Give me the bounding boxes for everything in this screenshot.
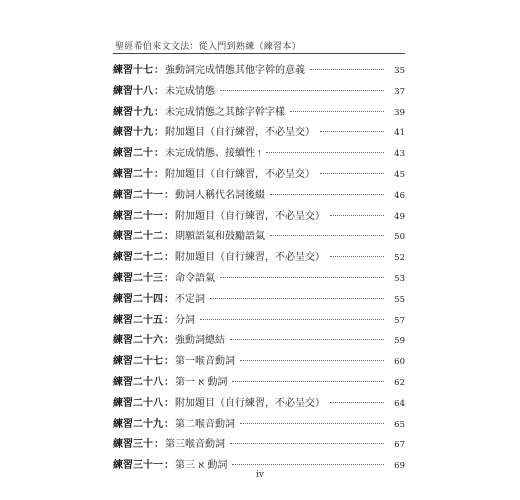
toc-entry[interactable] <box>113 373 405 394</box>
toc-entry-title: 附加題目（自行練習，不必呈交） <box>175 252 325 264</box>
toc-entry-separator: ： <box>154 168 164 180</box>
toc-entry[interactable] <box>113 186 405 207</box>
toc-entry[interactable] <box>113 311 405 332</box>
toc-entry-page: 39 <box>394 107 405 118</box>
toc-entry-title: 附加題目（自行練習，不必呈交） <box>165 168 315 180</box>
toc-entry-separator: ： <box>164 189 174 201</box>
toc-entry-title: 期願語氣和鼓勵語氣 <box>175 231 265 243</box>
dot-leader <box>240 360 384 361</box>
toc-entry-separator: ： <box>164 335 174 347</box>
dot-leader <box>330 256 384 257</box>
toc-entry-separator: ： <box>164 397 174 409</box>
toc-entry-lesson: 練習二十二 <box>113 231 163 243</box>
toc-entry-page: 64 <box>394 398 405 409</box>
toc-entry-lesson: 練習二十三 <box>113 272 163 284</box>
toc-entry-separator: ： <box>154 85 164 97</box>
toc-entry-separator: ： <box>154 148 164 160</box>
toc-entry-separator: ： <box>164 314 174 326</box>
toc-entry-lesson: 練習三十一 <box>113 460 163 472</box>
toc-entry-separator: ： <box>164 272 174 284</box>
dot-leader <box>266 152 384 153</box>
toc-entry-page: 65 <box>394 419 405 430</box>
toc-entry-title: 附加題目（自行練習，不必呈交） <box>175 210 325 222</box>
dot-leader <box>210 298 384 299</box>
toc-entry-page: 37 <box>394 86 405 97</box>
toc-entry-lesson: 練習二十一 <box>113 210 163 222</box>
toc-entry-lesson: 練習三十 <box>113 439 153 451</box>
toc-entry-title: 附加題目（自行練習，不必呈交） <box>165 127 315 139</box>
toc-entry-page: 50 <box>394 232 405 243</box>
toc-entry-lesson: 練習二十五 <box>113 314 163 326</box>
toc-entry-lesson: 練習二十一 <box>113 189 163 201</box>
dot-leader <box>310 69 384 70</box>
toc-entry-lesson: 練習二十 <box>113 168 153 180</box>
toc-entry-page: 69 <box>394 461 405 472</box>
toc-entry-title: 動詞人稱代名詞後綴 <box>175 189 265 201</box>
dot-leader <box>220 277 384 278</box>
toc-entry[interactable] <box>113 331 405 352</box>
toc-entry[interactable] <box>113 227 405 248</box>
toc-entry-title: 強動詞總結 <box>175 335 225 347</box>
toc-entry-title: 第一 א 動詞 <box>175 376 228 388</box>
table-of-contents <box>113 61 405 477</box>
toc-entry[interactable] <box>113 394 405 415</box>
running-header: 聖經希伯來文文法：從入門到熟練（練習本） <box>115 42 302 52</box>
toc-entry-lesson: 練習十七 <box>113 65 153 76</box>
toc-entry-title: 第一喉音動詞 <box>175 356 235 368</box>
toc-entry-title: 強動詞完成情態其他字幹的意義 <box>165 65 305 76</box>
toc-entry-page: 62 <box>394 377 405 388</box>
toc-entry-page: 59 <box>394 336 405 347</box>
toc-entry[interactable] <box>113 165 405 186</box>
dot-leader <box>270 235 384 236</box>
page-folio: iv <box>256 470 264 480</box>
toc-entry-lesson: 練習二十九 <box>113 418 163 430</box>
toc-entry-separator: ： <box>164 376 174 388</box>
dot-leader <box>232 464 384 465</box>
toc-entry[interactable] <box>113 82 405 103</box>
toc-entry-lesson: 練習二十七 <box>113 356 163 368</box>
toc-entry-separator: ： <box>164 356 174 368</box>
toc-entry[interactable] <box>113 435 405 456</box>
toc-entry-lesson: 練習十八 <box>113 85 153 97</box>
toc-entry-separator: ： <box>154 439 164 451</box>
toc-entry[interactable] <box>113 61 405 82</box>
toc-entry-separator: ： <box>164 293 174 305</box>
toc-entry-page: 46 <box>394 190 405 201</box>
toc-entry-lesson: 練習二十八 <box>113 376 163 388</box>
toc-entry-page: 35 <box>394 66 405 76</box>
toc-entry-page: 49 <box>394 211 405 222</box>
toc-entry[interactable] <box>113 290 405 311</box>
dot-leader <box>230 339 384 340</box>
dot-leader <box>230 443 384 444</box>
dot-leader <box>330 402 384 403</box>
toc-entry-separator: ： <box>164 231 174 243</box>
toc-entry-title: 第二喉音動詞 <box>175 418 235 430</box>
toc-entry-title: 分詞 <box>175 314 195 326</box>
toc-entry-separator: ： <box>154 65 164 76</box>
toc-entry-page: 60 <box>394 357 405 368</box>
toc-entry-page: 53 <box>394 273 405 284</box>
dot-leader <box>220 90 384 91</box>
toc-entry-separator: ： <box>164 210 174 222</box>
toc-entry-lesson: 練習二十六 <box>113 335 163 347</box>
toc-entry[interactable] <box>113 415 405 436</box>
toc-entry-separator: ： <box>164 252 174 264</box>
toc-entry-page: 57 <box>394 315 405 326</box>
toc-entry-title: 第三 א 動詞 <box>175 460 228 472</box>
toc-entry[interactable] <box>113 352 405 373</box>
toc-entry-lesson: 練習二十四 <box>113 293 163 305</box>
toc-entry-separator: ： <box>154 127 164 139</box>
toc-entry-title: 未完成情態之其餘字幹字樣 <box>165 106 285 118</box>
toc-entry-title: 不定詞 <box>175 293 205 305</box>
toc-entry-separator: ： <box>164 418 174 430</box>
toc-entry[interactable] <box>113 248 405 269</box>
toc-entry-page: 41 <box>394 128 405 139</box>
toc-entry-lesson: 練習十九 <box>113 106 153 118</box>
dot-leader <box>330 215 384 216</box>
toc-entry-lesson: 練習二十八 <box>113 397 163 409</box>
toc-entry-title: 第三喉音動詞 <box>165 439 225 451</box>
toc-entry-separator: ： <box>164 460 174 472</box>
header-rule <box>113 53 405 54</box>
toc-entry[interactable] <box>113 123 405 144</box>
dot-leader <box>240 423 384 424</box>
toc-entry-page: 55 <box>394 294 405 305</box>
toc-entry-lesson: 練習十九 <box>113 127 153 139</box>
dot-leader <box>320 173 384 174</box>
dot-leader <box>270 194 384 195</box>
toc-entry-separator: ： <box>154 106 164 118</box>
toc-entry[interactable] <box>113 144 405 165</box>
toc-entry-title: 附加題目（自行練習，不必呈交） <box>175 397 325 409</box>
toc-entry-page: 52 <box>394 253 405 264</box>
toc-entry-lesson: 練習二十 <box>113 148 153 160</box>
toc-entry-title: 未完成情態 <box>165 85 215 97</box>
toc-entry-page: 67 <box>394 440 405 451</box>
toc-entry-page: 43 <box>394 149 405 160</box>
toc-entry[interactable] <box>113 269 405 290</box>
dot-leader <box>290 111 384 112</box>
toc-entry-page: 45 <box>394 169 405 180</box>
toc-entry-title: 命令語氣 <box>175 272 215 284</box>
toc-entry-lesson: 練習二十二 <box>113 252 163 264</box>
toc-entry-title: 未完成情態、接續性 ו <box>165 148 261 160</box>
toc-entry[interactable] <box>113 207 405 228</box>
dot-leader <box>320 131 384 132</box>
dot-leader <box>200 319 384 320</box>
toc-entry[interactable] <box>113 103 405 124</box>
dot-leader <box>232 381 384 382</box>
